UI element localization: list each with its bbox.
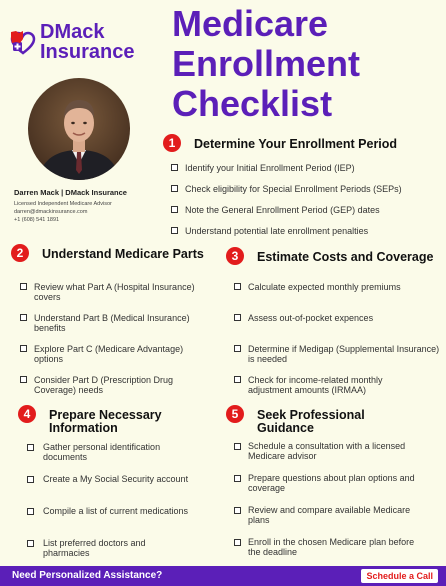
checkbox[interactable] (234, 475, 241, 482)
checklist-item: Assess out-of-pocket expences (248, 313, 374, 323)
section-title-1: Determine Your Enrollment Period (194, 137, 398, 151)
page-title (172, 4, 442, 124)
checkbox[interactable] (27, 508, 34, 515)
agent-email[interactable]: darren@dmackinsurance.com (14, 209, 88, 215)
checklist-item: Note the General Enrollment Period (GEP) dates (185, 205, 380, 215)
checkbox[interactable] (27, 540, 34, 547)
checklist-item: Review what Part A (Hospital Insurance) covers (34, 282, 195, 302)
checklist-item: List preferred doctors and pharmacies (43, 538, 146, 558)
checkbox[interactable] (20, 283, 27, 290)
checklist-item: Review and compare available Medicare plans (248, 505, 411, 525)
checklist-item: Identify your Initial Enrollment Period (IEP) (185, 163, 355, 173)
section-title-2: Understand Medicare Parts (42, 247, 204, 261)
title-line2: Enrollment (172, 43, 361, 84)
footer-bar (0, 566, 446, 586)
checklist-item: Create a My Social Security account (43, 474, 189, 484)
checkbox[interactable] (234, 345, 241, 352)
section-title-4: Prepare Necessary Information (49, 408, 162, 435)
checkbox[interactable] (27, 476, 34, 483)
checkbox[interactable] (234, 507, 241, 514)
section-number-3: 3 (226, 247, 244, 265)
checklist-item: Check eligibility for Special Enrollment Periods (SEPs) (185, 184, 402, 194)
section-number-2: 2 (11, 244, 29, 262)
checkbox[interactable] (234, 314, 241, 321)
section-title-3: Estimate Costs and Coverage (257, 250, 434, 264)
checkbox[interactable] (234, 539, 241, 546)
agent-info (14, 188, 164, 224)
title-line1: Medicare (172, 3, 329, 44)
section-number-5: 5 (226, 405, 244, 423)
checkbox[interactable] (171, 206, 178, 213)
checklist-item: Consider Part D (Prescription Drug Coverage) needs (34, 375, 174, 395)
agent-phone[interactable]: +1 (608) 541 1891 (14, 217, 60, 223)
checklist-item: Check for income-related monthly adjustment amounts (IRMAA) (248, 375, 383, 395)
checkbox[interactable] (27, 444, 34, 451)
checkbox[interactable] (171, 185, 178, 192)
section-number-4: 4 (18, 405, 36, 423)
checkbox[interactable] (171, 227, 178, 234)
agent-role: Licensed Independent Medicare Advisor (14, 201, 112, 207)
checkbox[interactable] (171, 164, 178, 171)
checkbox[interactable] (234, 376, 241, 383)
agent-photo (28, 78, 130, 180)
checklist-item: Calculate expected monthly premiums (248, 282, 401, 292)
checklist-item: Understand potential late enrollment penalties (185, 226, 369, 236)
checkbox[interactable] (20, 345, 27, 352)
checklist-item: Compile a list of current medications (43, 506, 189, 516)
checklist-item: Enroll in the chosen Medicare plan before the deadline (248, 537, 415, 557)
checklist-item: Understand Part B (Medical Insurance) benefits (34, 313, 190, 333)
ohio-state-icon (10, 30, 24, 44)
checkbox[interactable] (20, 314, 27, 321)
footer-text: Need Personalized Assistance? (12, 570, 163, 581)
schedule-call-button[interactable]: Schedule a Call (361, 569, 438, 583)
checklist-item: Explore Part C (Medicare Advantage) options (34, 344, 184, 364)
logo-line1: DMack (40, 21, 105, 43)
title-line3: Checklist (172, 83, 333, 124)
checkbox[interactable] (20, 376, 27, 383)
agent-portrait-icon (28, 78, 130, 180)
agent-name: Darren Mack | DMack Insurance (14, 188, 127, 197)
checklist-item: Gather personal identification documents (43, 442, 161, 462)
section-number-1: 1 (163, 134, 181, 152)
section-title-5: Seek Professional Guidance (257, 408, 365, 435)
checkbox[interactable] (234, 283, 241, 290)
checkbox[interactable] (234, 443, 241, 450)
logo (10, 22, 150, 66)
checklist-item: Determine if Medigap (Supplemental Insurance) is needed (248, 344, 440, 364)
checklist-item: Prepare questions about plan options and coverage (248, 473, 415, 493)
checklist-item: Schedule a consultation with a licensed Medicare advisor (248, 441, 406, 461)
logo-line2: Insurance (40, 41, 135, 63)
